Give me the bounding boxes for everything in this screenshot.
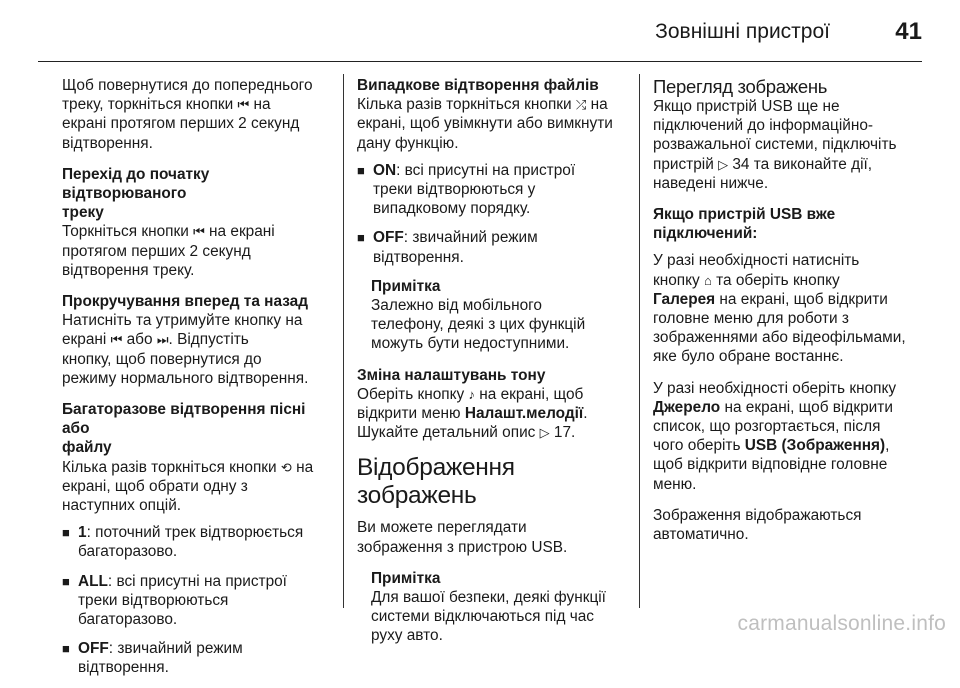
paragraph-images: Ви можете переглядати зображення з пристрою USB. (357, 519, 568, 556)
shuffle-options-list (357, 161, 629, 267)
watermark: carmanualsonline.info (737, 612, 946, 635)
paragraph-view: Якщо пристрій USB ще не підключений до інформаційно- розважальної системи, підключіть пристрій ▷ 34 та виконайте дії, наведені нижче. (653, 98, 897, 192)
heading-view-images: Перегляд зображень (653, 76, 828, 97)
heading-connected: Якщо пристрій USB вже підключений: (653, 206, 836, 243)
list-item: ■ 1: поточний трек відтворюється багаторазово. (62, 523, 330, 561)
paragraph-scroll: Натисніть та утримуйте кнопку на екрані ⏮ або ⏭. Відпустіть кнопку, щоб повернутися до режиму нормального відтворення. (62, 312, 309, 387)
previous-track-icon: ⏮ (110, 332, 123, 348)
note-safety: Примітка Для вашої безпеки, деякі функції системи відключаються під час руху авто. (371, 569, 606, 645)
paragraph-shuffle: Кілька разів торкніться кнопки ⤮ на екрані, щоб увімкнути або вимкнути дану функцію. (357, 96, 613, 152)
heading-scroll: Прокручування вперед та назад (62, 293, 309, 311)
list-item: ■ OFF: звичайний режим відтворення. (357, 228, 629, 266)
paragraph-source: У разі необхідності оберіть кнопку Джерело на екрані, щоб відкрити список, що розгортається, після чого оберіть USB (Зображення), щоб відкрити відповідне головне меню. (653, 379, 897, 493)
home-icon: ⌂ (704, 272, 712, 288)
heading-repeat: Багаторазове відтворення пісні або файлу (62, 401, 306, 457)
section-title: Зовнішні пристрої (655, 20, 830, 43)
paragraph-gallery: У разі необхідності натисніть кнопку ⌂ та оберіть кнопку Галерея на екрані, щоб відкрити головне меню для роботи з зображеннями або відеофільмами, яке було обране востаннє. (653, 252, 906, 366)
header-rule (38, 61, 922, 62)
shuffle-icon: ⤮ (575, 97, 587, 113)
previous-track-icon: ⏮ (193, 224, 205, 240)
paragraph-tone: Оберіть кнопку ♪ на екрані, щоб відкрити меню Налашт.мелодії. Шукайте детальний опис ▷ 17. (357, 385, 588, 442)
list-item: ■ ALL: всі присутні на пристрої треки відтворюються багаторазово. (62, 572, 330, 630)
column-2 (357, 76, 629, 658)
heading-track-start: Перехід до початку відтворюваного треку (62, 165, 210, 222)
column-3 (653, 76, 927, 556)
page-header (0, 0, 960, 62)
column-divider-1 (343, 74, 344, 608)
note-mobile: Примітка Залежно від мобільного телефону, деякі з цих функцій можуть бути недоступними. (371, 277, 586, 353)
paragraph-repeat: Кілька разів торкніться кнопки ⟲ на екрані, щоб обрати одну з наступних опцій. (62, 458, 314, 515)
heading-images: Відображення зображень (357, 454, 515, 510)
list-item: ■ OFF: звичайний режим відтворення. (62, 639, 330, 677)
column-divider-2 (639, 74, 640, 608)
heading-shuffle: Випадкове відтворення файлів (357, 77, 599, 94)
column-1 (62, 76, 330, 688)
heading-tone: Зміна налаштувань тону (357, 366, 546, 384)
paragraph-previous-track: Щоб повернутися до попереднього треку, торкніться кнопки ⏮ на екрані протягом перших 2 секунд відтворення. (62, 77, 313, 152)
tone-icon: ♪ (468, 386, 475, 402)
page-number: 41 (895, 18, 922, 45)
repeat-icon: ⟲ (280, 459, 292, 475)
next-track-icon: ⏭ (156, 332, 169, 348)
paragraph-auto: Зображення відображаються автоматично. (653, 506, 862, 544)
previous-track-icon: ⏮ (237, 97, 250, 113)
reference-arrow-icon: ▷ (718, 156, 729, 172)
list-item: ■ ON: всі присутні на пристрої треки відтворюються у випадковому порядку. (357, 161, 629, 219)
paragraph-track-start: Торкніться кнопки ⏮ на екрані протягом перших 2 секунд відтворення треку. (62, 223, 275, 279)
reference-arrow-icon: ▷ (539, 425, 550, 441)
repeat-options-list (62, 523, 330, 677)
